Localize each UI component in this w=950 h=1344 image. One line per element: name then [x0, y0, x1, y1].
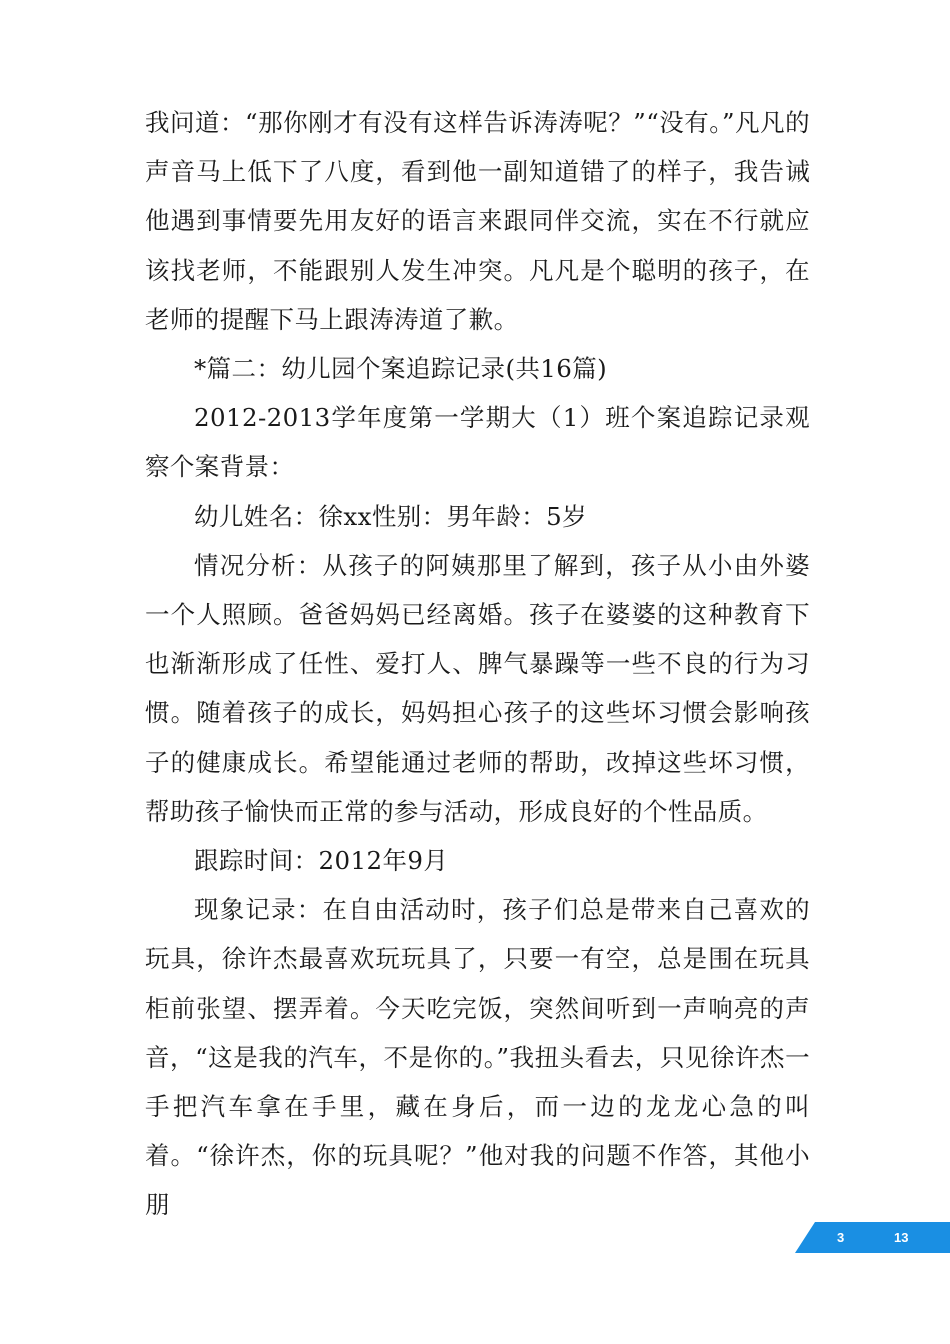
- paragraph-tracking-time: 跟踪时间：2012年9月: [194, 846, 449, 876]
- paragraph-heading-part-two: *篇二：幼儿园个案追踪记录(共16篇): [194, 354, 608, 384]
- total-pages-number: 13: [894, 1230, 909, 1245]
- page-number-badge: [795, 1222, 950, 1253]
- current-page-number: 3: [837, 1230, 845, 1245]
- paragraph-child-info: 幼儿姓名：徐xx性别：男年龄：5岁: [194, 501, 588, 531]
- paragraph-phenomenon-record: 现象记录：在自由活动时，孩子们总是带来自己喜欢的玩具，徐许杰最喜欢玩玩具了，只要一有空，总是围在玩具柜前张望、摆弄着。今天吃完饭，突然间听到一声响亮的声音，“这是我的汽车，不是你的。”我扭头看去，只见徐许杰一手把汽车拿在手里，藏在身后，而一边的龙龙心急的叫着。“徐许杰，你的玩具呢？”他对我的问题不作答，其他小朋: [145, 895, 810, 1220]
- document-body: [145, 98, 810, 1230]
- paragraph-situation-analysis: 情况分析：从孩子的阿姨那里了解到，孩子从小由外婆一个人照顾。爸爸妈妈已经离婚。孩子在婆婆的这种教育下也渐渐形成了任性、爱打人、脾气暴躁等一些不良的行为习惯。随着孩子的成长，妈妈担心孩子的这些坏习惯会影响孩子的健康成长。希望能通过老师的帮助，改掉这些坏习惯，帮助孩子愉快而正常的参与活动，形成良好的个性品质。: [145, 550, 810, 826]
- page-badge-background: [795, 1222, 950, 1253]
- paragraph-1: 我问道：“那你刚才有没有这样告诉涛涛呢？”“没有。”凡凡的声音马上低下了八度，看到他一副知道错了的样子，我告诫他遇到事情要先用友好的语言来跟同伴交流，实在不行就应该找老师，不能跟别人发生冲突。凡凡是个聪明的孩子，在老师的提醒下马上跟涛涛道了歉。: [145, 108, 810, 334]
- paragraph-record-title: 2012-2013学年度第一学期大（1）班个案追踪记录观察个案背景：: [145, 403, 810, 482]
